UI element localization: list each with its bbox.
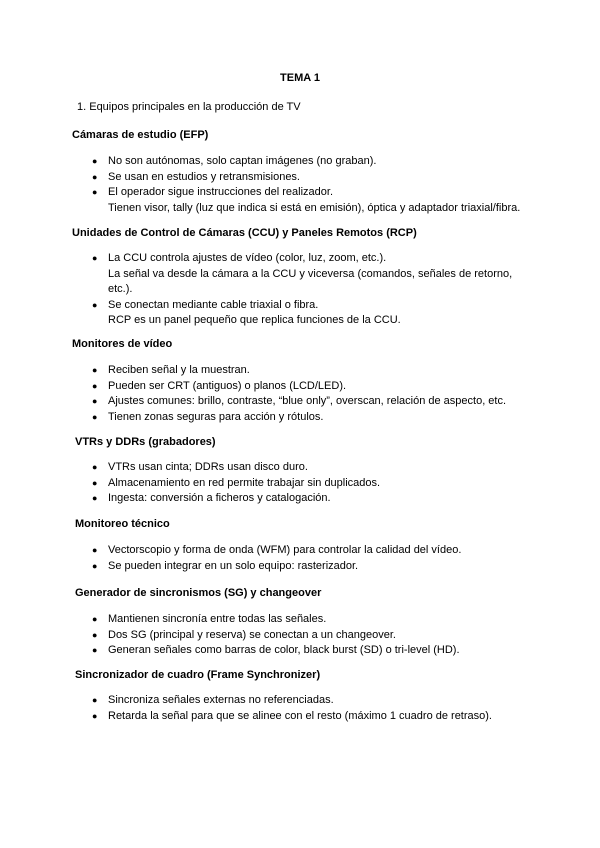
bullet-icon: ● (92, 629, 98, 640)
section-heading: Monitoreo técnico (75, 518, 170, 530)
list-item: ● Mantienen sincronía entre todas las señales. (108, 612, 528, 628)
list-item: ● Generan señales como barras de color, black burst (SD) o tri-level (HD). (108, 643, 528, 659)
list-item: ● Se conectan mediante cable triaxial o fibra. RCP es un panel pequeño que replica funciones de la CCU. (92, 298, 401, 326)
bullet-list (92, 612, 528, 659)
bullet-list (92, 154, 528, 216)
bullet-icon: ● (92, 462, 98, 472)
bullet-icon: ● (92, 710, 98, 721)
bullet-icon: ● (92, 396, 98, 406)
bullet-icon: ● (92, 365, 98, 375)
intro-line: 1. Equipos principales en la producción de TV (77, 101, 301, 113)
list-item: ● Se usan en estudios y retransmisiones. (108, 170, 528, 186)
list-item: ● Sincroniza señales externas no referenciadas. (108, 693, 528, 709)
bullet-icon: ● (92, 545, 98, 555)
list-item: ● Retarda la señal para que se alinee con el resto (máximo 1 cuadro de retraso). (108, 709, 528, 725)
section-heading: VTRs y DDRs (grabadores) (75, 436, 216, 448)
list-item: ● Ajustes comunes: brillo, contraste, “blue only”, overscan, relación de aspecto, etc. (108, 394, 528, 410)
section-heading: Sincronizador de cuadro (Frame Synchronizer) (75, 669, 321, 681)
list-item: ● Tienen zonas seguras para acción y rótulos. (108, 410, 528, 426)
bullet-icon: ● (92, 156, 98, 166)
bullet-list (92, 543, 528, 574)
list-item: ● El operador sigue instrucciones del realizador. Tienen visor, tally (luz que indica si está en emisión), óptica y adaptador triaxial/fibra. (92, 186, 521, 214)
bullet-icon: ● (92, 171, 98, 182)
bullet-icon: ● (92, 187, 98, 197)
bullet-icon: ● (92, 299, 98, 310)
bullet-icon: ● (92, 493, 98, 503)
list-item: ● Reciben señal y la muestran. (108, 363, 528, 379)
list-item: ● Se pueden integrar en un solo equipo: rasterizador. (108, 559, 528, 575)
list-item: ● Pueden ser CRT (antiguos) o planos (LCD/LED). (108, 379, 528, 395)
list-item: ● No son autónomas, solo captan imágenes (no graban). (108, 154, 528, 170)
section-heading: Monitores de vídeo (72, 338, 173, 350)
section-heading: Unidades de Control de Cámaras (CCU) y Paneles Remotos (RCP) (72, 227, 417, 239)
bullet-icon: ● (92, 645, 98, 655)
list-item: ● Dos SG (principal y reserva) se conectan a un changeover. (108, 628, 528, 644)
bullet-icon: ● (92, 614, 98, 624)
bullet-icon: ● (92, 253, 98, 263)
bullet-icon: ● (92, 695, 98, 705)
list-item: ● VTRs usan cinta; DDRs usan disco duro. (108, 460, 528, 476)
bullet-icon: ● (92, 477, 98, 488)
bullet-icon: ● (92, 380, 98, 391)
section-heading: Cámaras de estudio (EFP) (72, 129, 209, 141)
section-heading: Generador de sincronismos (SG) y changeover (75, 587, 322, 599)
list-item: ● Almacenamiento en red permite trabajar sin duplicados. (108, 476, 528, 492)
bullet-list (92, 251, 528, 329)
list-item: ● Ingesta: conversión a ficheros y catalogación. (108, 491, 528, 507)
bullet-list (92, 363, 528, 425)
list-item: ● Vectorscopio y forma de onda (WFM) para controlar la calidad del vídeo. (108, 543, 528, 559)
bullet-icon: ● (92, 411, 98, 422)
bullet-icon: ● (92, 560, 98, 571)
document-title: TEMA 1 (280, 72, 320, 84)
bullet-list (92, 460, 528, 507)
list-item: ● La CCU controla ajustes de vídeo (color, luz, zoom, etc.). La señal va desde la cámara a la CCU y viceversa (comandos, señales de retorno, etc.). (92, 252, 513, 295)
bullet-list (92, 693, 528, 724)
